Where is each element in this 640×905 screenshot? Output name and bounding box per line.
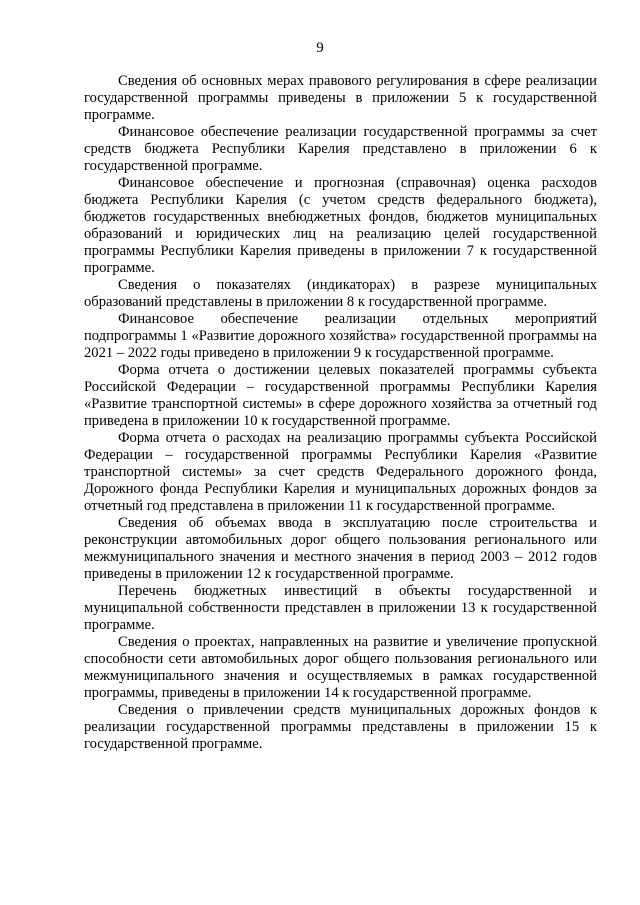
paragraph: Финансовое обеспечение реализации государственной программы за счет средств бюджета Республики Карелия представлено в приложении 6 к государственной программе. — [84, 124, 597, 174]
paragraph: Сведения об объемах ввода в эксплуатацию после строительства и реконструкции автомобильных дорог общего пользования регионального или межмуниципального значения и местного значения в период 2003 – 2012 годов приведены в приложении 12 к государственной программе. — [84, 515, 597, 582]
paragraph: Форма отчета о достижении целевых показателей программы субъекта Российской Федерации – государственной программы Республики Карелия «Развитие транспортной системы» в сфере дорожного хозяйства за отчетный год приведена в приложении 10 к государственной программе. — [84, 362, 597, 429]
paragraph: Сведения о проектах, направленных на развитие и увеличение пропускной способности сети автомобильных дорог общего пользования регионального или межмуниципального значения и осуществляемых в рамках государственной программы, приведены в приложении 14 к государственной программе. — [84, 634, 597, 701]
page-number: 9 — [316, 40, 324, 56]
paragraph: Финансовое обеспечение реализации отдельных мероприятий подпрограммы 1 «Развитие дорожного хозяйства» государственной программы на 2021 – 2022 годы приведено в приложении 9 к государственной программе. — [84, 311, 597, 361]
paragraph: Перечень бюджетных инвестиций в объекты государственной и муниципальной собственности представлен в приложении 13 к государственной программе. — [84, 583, 597, 633]
paragraph: Сведения о показателях (индикаторах) в разрезе муниципальных образований представлены в приложении 8 к государственной программе. — [84, 277, 597, 310]
paragraph: Сведения об основных мерах правового регулирования в сфере реализации государственной программы приведены в приложении 5 к государственной программе. — [84, 73, 597, 123]
document-body — [84, 73, 597, 753]
paragraph: Финансовое обеспечение и прогнозная (справочная) оценка расходов бюджета Республики Карелия (с учетом средств федерального бюджета), бюджетов государственных внебюджетных фондов, бюджетов муниципальных образований и юридических лиц на реализацию целей государственной программы Республики Карелия приведены в приложении 7 к государственной программе. — [84, 175, 597, 276]
paragraph: Форма отчета о расходах на реализацию программы субъекта Российской Федерации – государственной программы Республики Карелия «Развитие транспортной системы» за счет средств Федерального дорожного фонда, Дорожного фонда Республики Карелия и муниципальных дорожных фондов за отчетный год представлена в приложении 11 к государственной программе. — [84, 430, 597, 514]
paragraph: Сведения о привлечении средств муниципальных дорожных фондов к реализации государственной программы представлены в приложении 15 к государственной программе. — [84, 702, 597, 752]
